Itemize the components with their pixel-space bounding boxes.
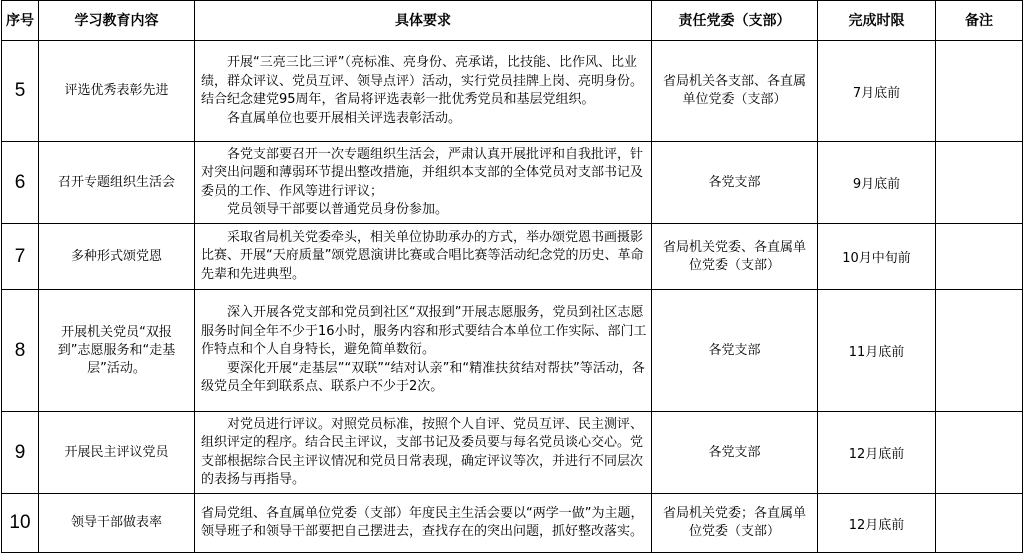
row-requirements	[195, 494, 652, 553]
study-education-table	[1, 0, 1023, 553]
table-row	[2, 41, 1023, 142]
row-requirements	[195, 224, 652, 290]
row-responsible: 省局机关各支部、各直属单位党委（支部）	[652, 41, 818, 142]
row-item: 多种形式颂党恩	[39, 224, 195, 290]
row-deadline: 10月中旬前	[818, 224, 936, 290]
row-number: 9	[2, 412, 39, 494]
row-remarks	[936, 412, 1023, 494]
row-remarks	[936, 142, 1023, 224]
requirement-paragraph: 省局党组、各直属单位党委（支部）年度民主生活会要以“两学一做”为主题，领导班子和领导干部要把自己摆进去，查找存在的突出问题，抓好整改落实。	[201, 505, 644, 539]
row-deadline: 12月底前	[818, 412, 936, 494]
row-deadline: 12月底前	[818, 494, 936, 553]
row-number: 6	[2, 142, 39, 224]
header-responsible: 责任党委（支部）	[652, 1, 818, 41]
row-responsible: 各党支部	[652, 290, 818, 412]
row-requirements	[195, 41, 652, 142]
row-requirements	[195, 412, 652, 494]
table-row	[2, 290, 1023, 412]
table-row	[2, 494, 1023, 553]
row-number: 7	[2, 224, 39, 290]
row-remarks	[936, 290, 1023, 412]
row-number: 8	[2, 290, 39, 412]
table-row	[2, 224, 1023, 290]
requirement-paragraph: 深入开展各党支部和党员到社区“双报到”开展志愿服务，党员到社区志愿服务时间全年不少于16小时，服务内容和形式要结合本单位工作实际、部门工作特点和个人自身特长，避免简单数衍。	[201, 305, 647, 358]
row-number: 10	[2, 494, 39, 553]
row-requirements	[195, 290, 652, 412]
requirement-paragraph: 各党支部要召开一次专题组织生活会，严肃认真开展批评和自我批评，针对突出问题和薄弱环节提出整改措施，并组织本支部的全体党员对支部书记及委员的工作、作风等进行评议；	[201, 146, 644, 199]
requirement-paragraph: 各直属单位也要开展相关评选表彰活动。	[227, 110, 462, 126]
row-item: 评选优秀表彰先进	[39, 41, 195, 142]
requirement-paragraph: 采取省局机关党委牵头，相关单位协助承办的方式，举办颂党恩书画摄影比赛、开展“天府质量”颂党恩演讲比赛或合唱比赛等活动纪念党的历史、革命先辈和先进典型。	[201, 229, 644, 282]
row-deadline: 9月底前	[818, 142, 936, 224]
row-responsible: 省局机关党委、各直属单位党委（支部）	[652, 224, 818, 290]
row-deadline: 7月底前	[818, 41, 936, 142]
row-item: 开展机关党员“双报到”志愿服务和“走基层”活动。	[39, 290, 195, 412]
row-responsible: 各党支部	[652, 412, 818, 494]
header-requirements: 具体要求	[195, 1, 652, 41]
row-item: 召开专题组织生活会	[39, 142, 195, 224]
row-number: 5	[2, 41, 39, 142]
row-responsible: 省局机关党委；各直属单位党委（支部）	[652, 494, 818, 553]
row-deadline: 11月底前	[818, 290, 936, 412]
row-remarks	[936, 494, 1023, 553]
requirement-paragraph: 开展“三亮三比三评”（亮标准、亮身份、亮承诺，比技能、比作风、比业绩，群众评议、党员互评、领导点评）活动，实行党员挂牌上岗、亮明身份。结合纪念建党95周年，省局将评选表彰一批优秀党员和基层党组织。	[201, 55, 644, 107]
header-content: 学习教育内容	[39, 1, 195, 41]
table-row	[2, 142, 1023, 224]
row-responsible: 各党支部	[652, 142, 818, 224]
row-requirements	[195, 142, 652, 224]
header-row	[2, 1, 1023, 41]
row-item: 开展民主评议党员	[39, 412, 195, 494]
header-seq: 序号	[2, 1, 39, 41]
row-remarks	[936, 224, 1023, 290]
header-remarks: 备注	[936, 1, 1023, 41]
row-item: 领导干部做表率	[39, 494, 195, 553]
requirement-paragraph: 要深化开展“走基层”“双联”“结对认亲”和“精准扶贫结对帮扶”等活动，各级党员全年到联系点、联系户不少于2次。	[201, 360, 645, 395]
row-remarks	[936, 41, 1023, 142]
requirement-paragraph: 对党员进行评议。对照党员标准，按照个人自评、党员互评、民主测评、组织评定的程序。结合民主评议，支部书记及委员要与每名党员谈心交心。党支部根据综合民主评议情况和党员日常表现，确定评议等次，并进行不同层次的表扬与再指导。	[201, 416, 644, 487]
requirement-paragraph: 党员领导干部要以普通党员身份参加。	[227, 202, 449, 217]
table-row	[2, 412, 1023, 494]
header-deadline: 完成时限	[818, 1, 936, 41]
